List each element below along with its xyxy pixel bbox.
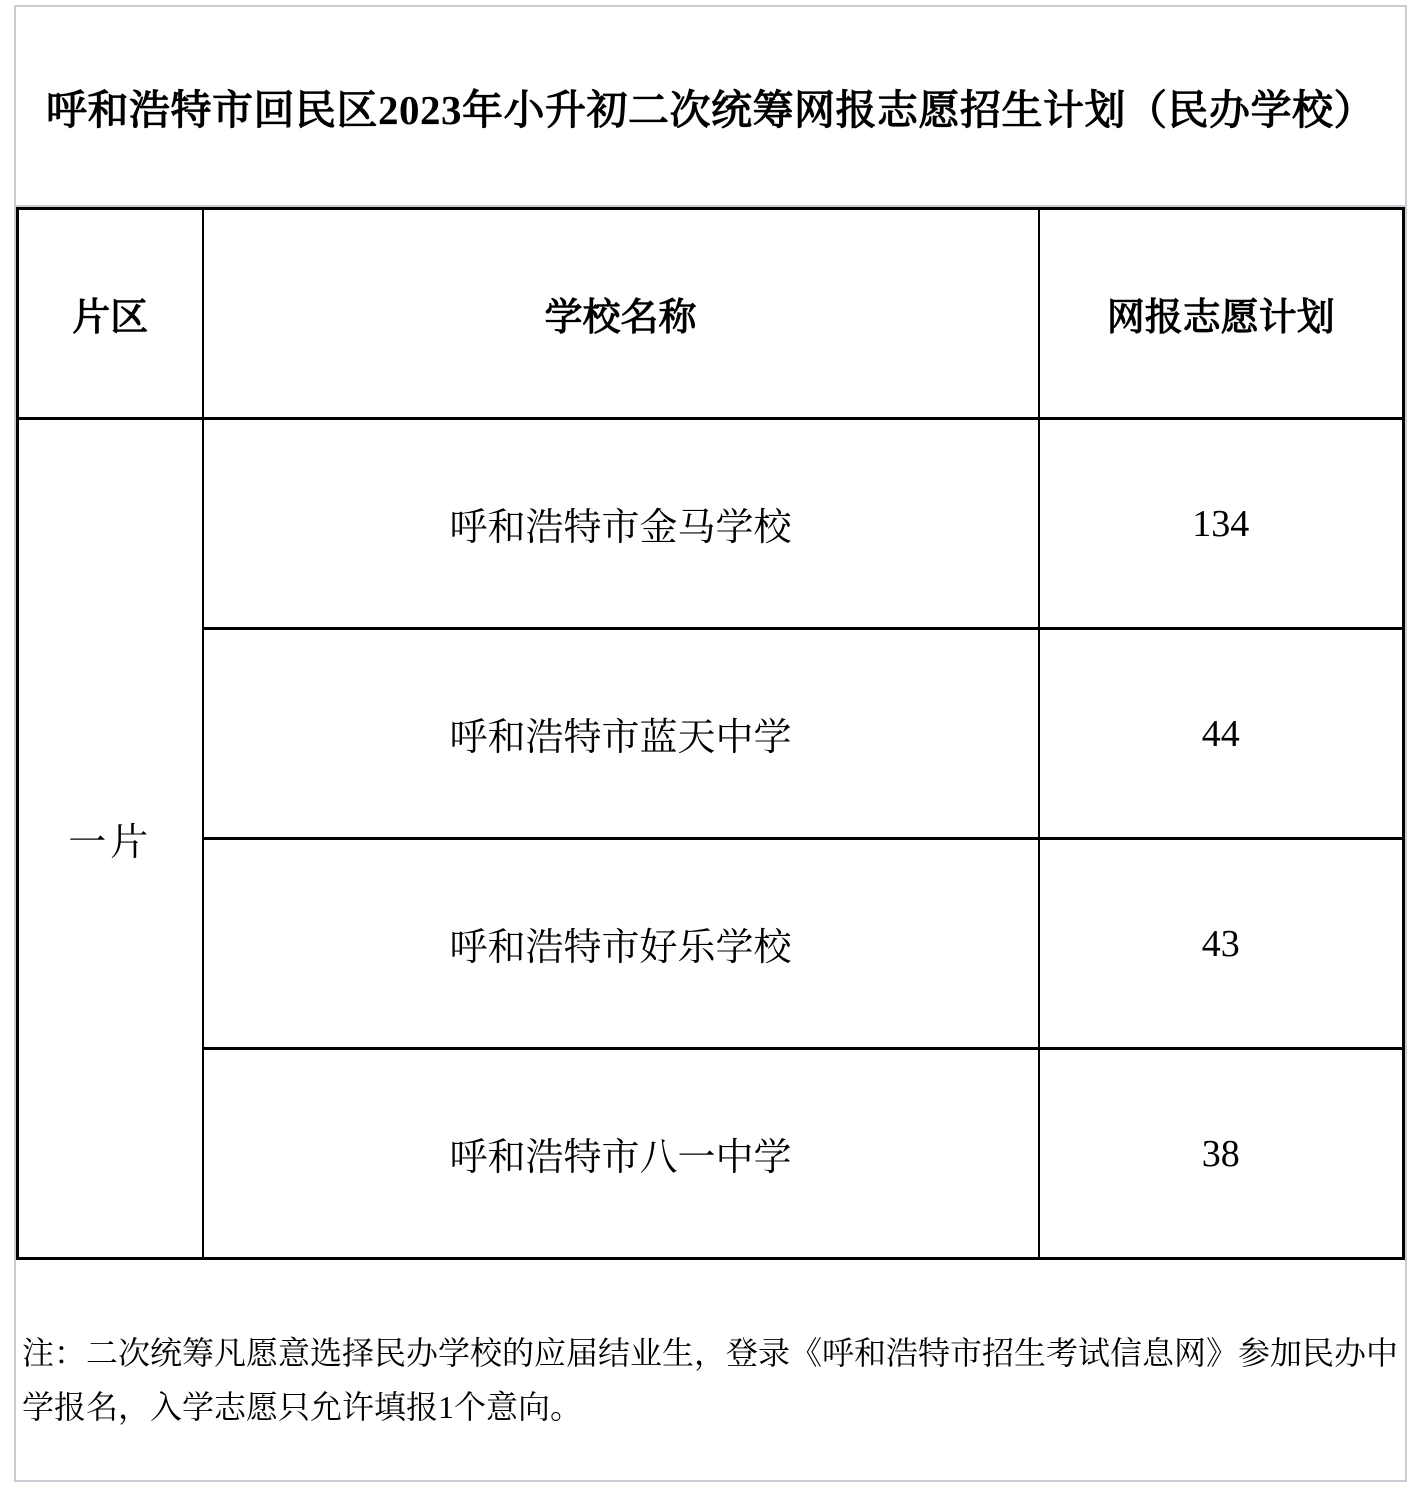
column-header-school: 学校名称 — [203, 209, 1039, 419]
school-name-cell: 呼和浩特市八一中学 — [203, 1049, 1039, 1259]
plan-count-cell: 134 — [1039, 419, 1404, 629]
column-header-plan: 网报志愿计划 — [1039, 209, 1404, 419]
title-block — [16, 7, 1405, 207]
column-header-district: 片区 — [18, 209, 203, 419]
plan-count-cell: 43 — [1039, 839, 1404, 1049]
school-name-cell: 呼和浩特市蓝天中学 — [203, 629, 1039, 839]
note-text-line-2: 学报名，入学志愿只允许填报1个意向。 — [22, 1389, 583, 1425]
table-header-row — [18, 209, 1404, 419]
school-name-cell: 呼和浩特市金马学校 — [203, 419, 1039, 629]
document-sheet — [14, 5, 1407, 1482]
table-row — [18, 419, 1404, 629]
school-name-cell: 呼和浩特市好乐学校 — [203, 839, 1039, 1049]
table-row — [18, 839, 1404, 1049]
note-text-line-1: 注：二次统筹凡愿意选择民办学校的应届结业生，登录《呼和浩特市招生考试信息网》参加民办中 — [22, 1335, 1399, 1371]
district-cell: 一片 — [18, 419, 203, 1259]
table-row — [18, 629, 1404, 839]
table-row — [18, 1049, 1404, 1259]
plan-count-cell: 38 — [1039, 1049, 1404, 1259]
plan-count-cell: 44 — [1039, 629, 1404, 839]
enrollment-plan-table — [16, 207, 1405, 1260]
page-title: 呼和浩特市回民区2023年小升初二次统筹网报志愿招生计划（民办学校） — [46, 86, 1375, 133]
note-block — [16, 1260, 1405, 1434]
